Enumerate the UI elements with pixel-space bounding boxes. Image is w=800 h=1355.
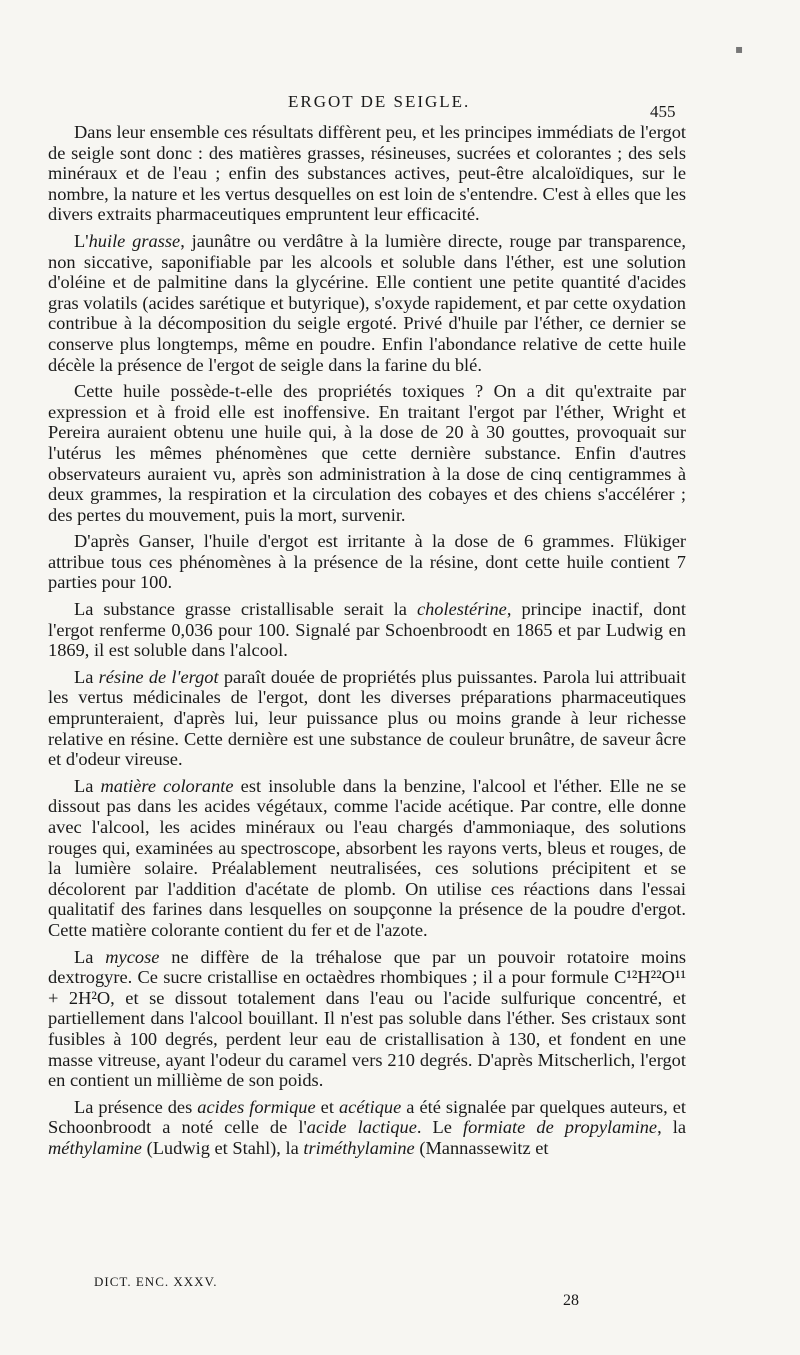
- italic-term: formiate de propylamine: [463, 1117, 658, 1138]
- text-run: , jaunâtre ou verdâtre à la lumière directe, rouge par transparence, non siccative, saponifiable par les alcools et soluble dans l'éther, est une solution d'oléine et de palmitine dans la glycérine. Elle contient une petite quantité d'acides gras volatils (acides sarétique et butyrique), s'oxyde rapidement, et par cette oxydation contribue à la décomposition du seigle ergoté. Privé d'huile par l'éther, ce dernier se conserve plus longtemps, même en poudre. Enfin l'abondance relative de cette huile décèle la présence de l'ergot de seigle dans la farine du blé.: [48, 230, 686, 375]
- printer-signature: DICT. ENC. XXXV.: [94, 1274, 218, 1289]
- italic-term: méthylamine: [48, 1137, 142, 1158]
- text-run: ne diffère de la tréhalose que par un pouvoir rotatoire moins dextrogyre. Ce sucre cristallise en octaèdres rhombiques ; il a pour formule C¹²H²²O¹¹ + 2H²O, et se dissout totalement dans l'eau ou l'acide sulfurique concentré, et partiellement dans l'alcool bouillant. Il n'est pas soluble dans l'éther. Ses cristaux sont fusibles à 100 degrés, perdent leur eau de cristallisation à 130, et fondent en une masse vitreuse, ayant l'odeur du caramel vers 210 degrés. D'après Mitscherlich, l'ergot en contient un millième de son poids.: [48, 946, 686, 1091]
- text-run: est insoluble dans la benzine, l'alcool et l'éther. Elle ne se dissout pas dans les acides végétaux, comme l'acide acétique. Par contre, elle donne avec l'alcool, les acides minéraux ou l'eau chargés d'ammoniaque, des solutions rouges qui, examinées au spectroscope, absorbent les rayons verts, bleus et rouges, de la lumière solaire. Préalablement neutralisées, ces solutions précipitent et se décolorent par l'addition d'acétate de plomb. On utilise ces réactions dans l'essai qualitatif des farines dans lesquelles on soupçonne la présence de la poudre d'ergot. Cette matière colorante contient du fer et de l'azote.: [48, 775, 686, 940]
- text-run: , principe inactif, dont l'ergot renferme 0,036 pour 100. Signalé par Schoenbroodt en 1865 et par Ludwig en 1869, il est soluble dans l'alcool.: [48, 599, 686, 661]
- text-run: Cette huile possède-t-elle des propriétés toxiques ? On a dit qu'extraite par expression et à froid elle est inoffensive. En traitant l'ergot par l'éther, Wright et Pereira auraient obtenu une huile qui, à la dose de 20 à 30 gouttes, provoquait sur l'utérus les mêmes phénomènes que cette dernière substance. Enfin d'autres observateurs auraient vu, après son administration à la dose de cinq centigrammes à deux grammes, la respiration et la circulation des cobayes et des chiens s'accélérer ; des pertes du mouvement, puis la mort, survenir.: [48, 381, 686, 525]
- text-run: D'après Ganser, l'huile d'ergot est irritante à la dose de 6 grammes. Flükiger attribue tous ces phénomènes à la présence de la résine, dont cette huile contient 7 parties pour 100.: [48, 531, 686, 593]
- text-run: (Ludwig et Stahl), la: [141, 1137, 304, 1158]
- italic-term: mycose: [105, 946, 160, 967]
- text-run: La: [74, 666, 99, 687]
- italic-term: triméthylamine: [303, 1137, 415, 1158]
- italic-term: cholestérine: [416, 599, 507, 620]
- italic-term: huile grasse: [88, 230, 181, 251]
- page-footer: [0, 1274, 800, 1334]
- text-run: a été signalée par quelques auteurs, et Schoonbroodt a noté celle de l': [48, 1096, 687, 1138]
- paragraph: [48, 531, 686, 593]
- paragraph: [48, 122, 686, 225]
- signature-mark: 28: [563, 1292, 579, 1309]
- paragraph: [48, 947, 686, 1091]
- italic-term: acide lactique: [306, 1117, 417, 1138]
- text-run: et: [315, 1096, 339, 1117]
- paragraph: [48, 599, 686, 661]
- text-run: La substance grasse cristallisable serait la: [74, 599, 417, 620]
- body-text: [48, 122, 686, 1165]
- paragraph: [48, 231, 686, 375]
- italic-term: acétique: [338, 1096, 402, 1117]
- italic-term: acides formique: [197, 1096, 316, 1117]
- text-run: (Mannassewitz et: [414, 1137, 549, 1158]
- text-run: paraît douée de propriétés plus puissantes. Parola lui attribuait les vertus médicinales de l'ergot, dont les diverses préparations pharmaceutiques emprunteraient, d'après lui, leur puissance plus ou moins grande à leur richesse relative en résine. Cette dernière est une substance de couleur brunâtre, de saveur âcre et d'odeur vireuse.: [48, 666, 686, 770]
- text-run: La: [74, 946, 106, 967]
- margin-mark: ▪: [735, 42, 744, 56]
- paragraph: [48, 1097, 686, 1159]
- running-head: [0, 92, 800, 121]
- text-run: , la: [657, 1117, 686, 1138]
- running-title: ERGOT DE SEIGLE.: [288, 92, 471, 111]
- paragraph: [48, 776, 686, 941]
- text-run: La présence des: [74, 1096, 198, 1117]
- paragraph: [48, 667, 686, 770]
- paragraph: [48, 381, 686, 525]
- italic-term: matière colorante: [100, 775, 234, 796]
- text-run: L': [74, 230, 89, 251]
- text-run: La: [74, 775, 101, 796]
- page-number: 455: [650, 102, 676, 121]
- text-run: . Le: [416, 1117, 463, 1138]
- text-run: Dans leur ensemble ces résultats diffèrent peu, et les principes immédiats de l'ergot de seigle sont donc : des matières grasses, résineuses, sucrées et colorantes ; des sels minéraux et de l'eau ; enfin des substances actives, peut-être alcaloïdiques, sur le nombre, la nature et les vertus desquelles on est loin de s'entendre. C'est à elles que les divers extraits pharmaceutiques empruntent leur efficacité.: [48, 122, 686, 225]
- italic-term: résine de l'ergot: [98, 666, 219, 687]
